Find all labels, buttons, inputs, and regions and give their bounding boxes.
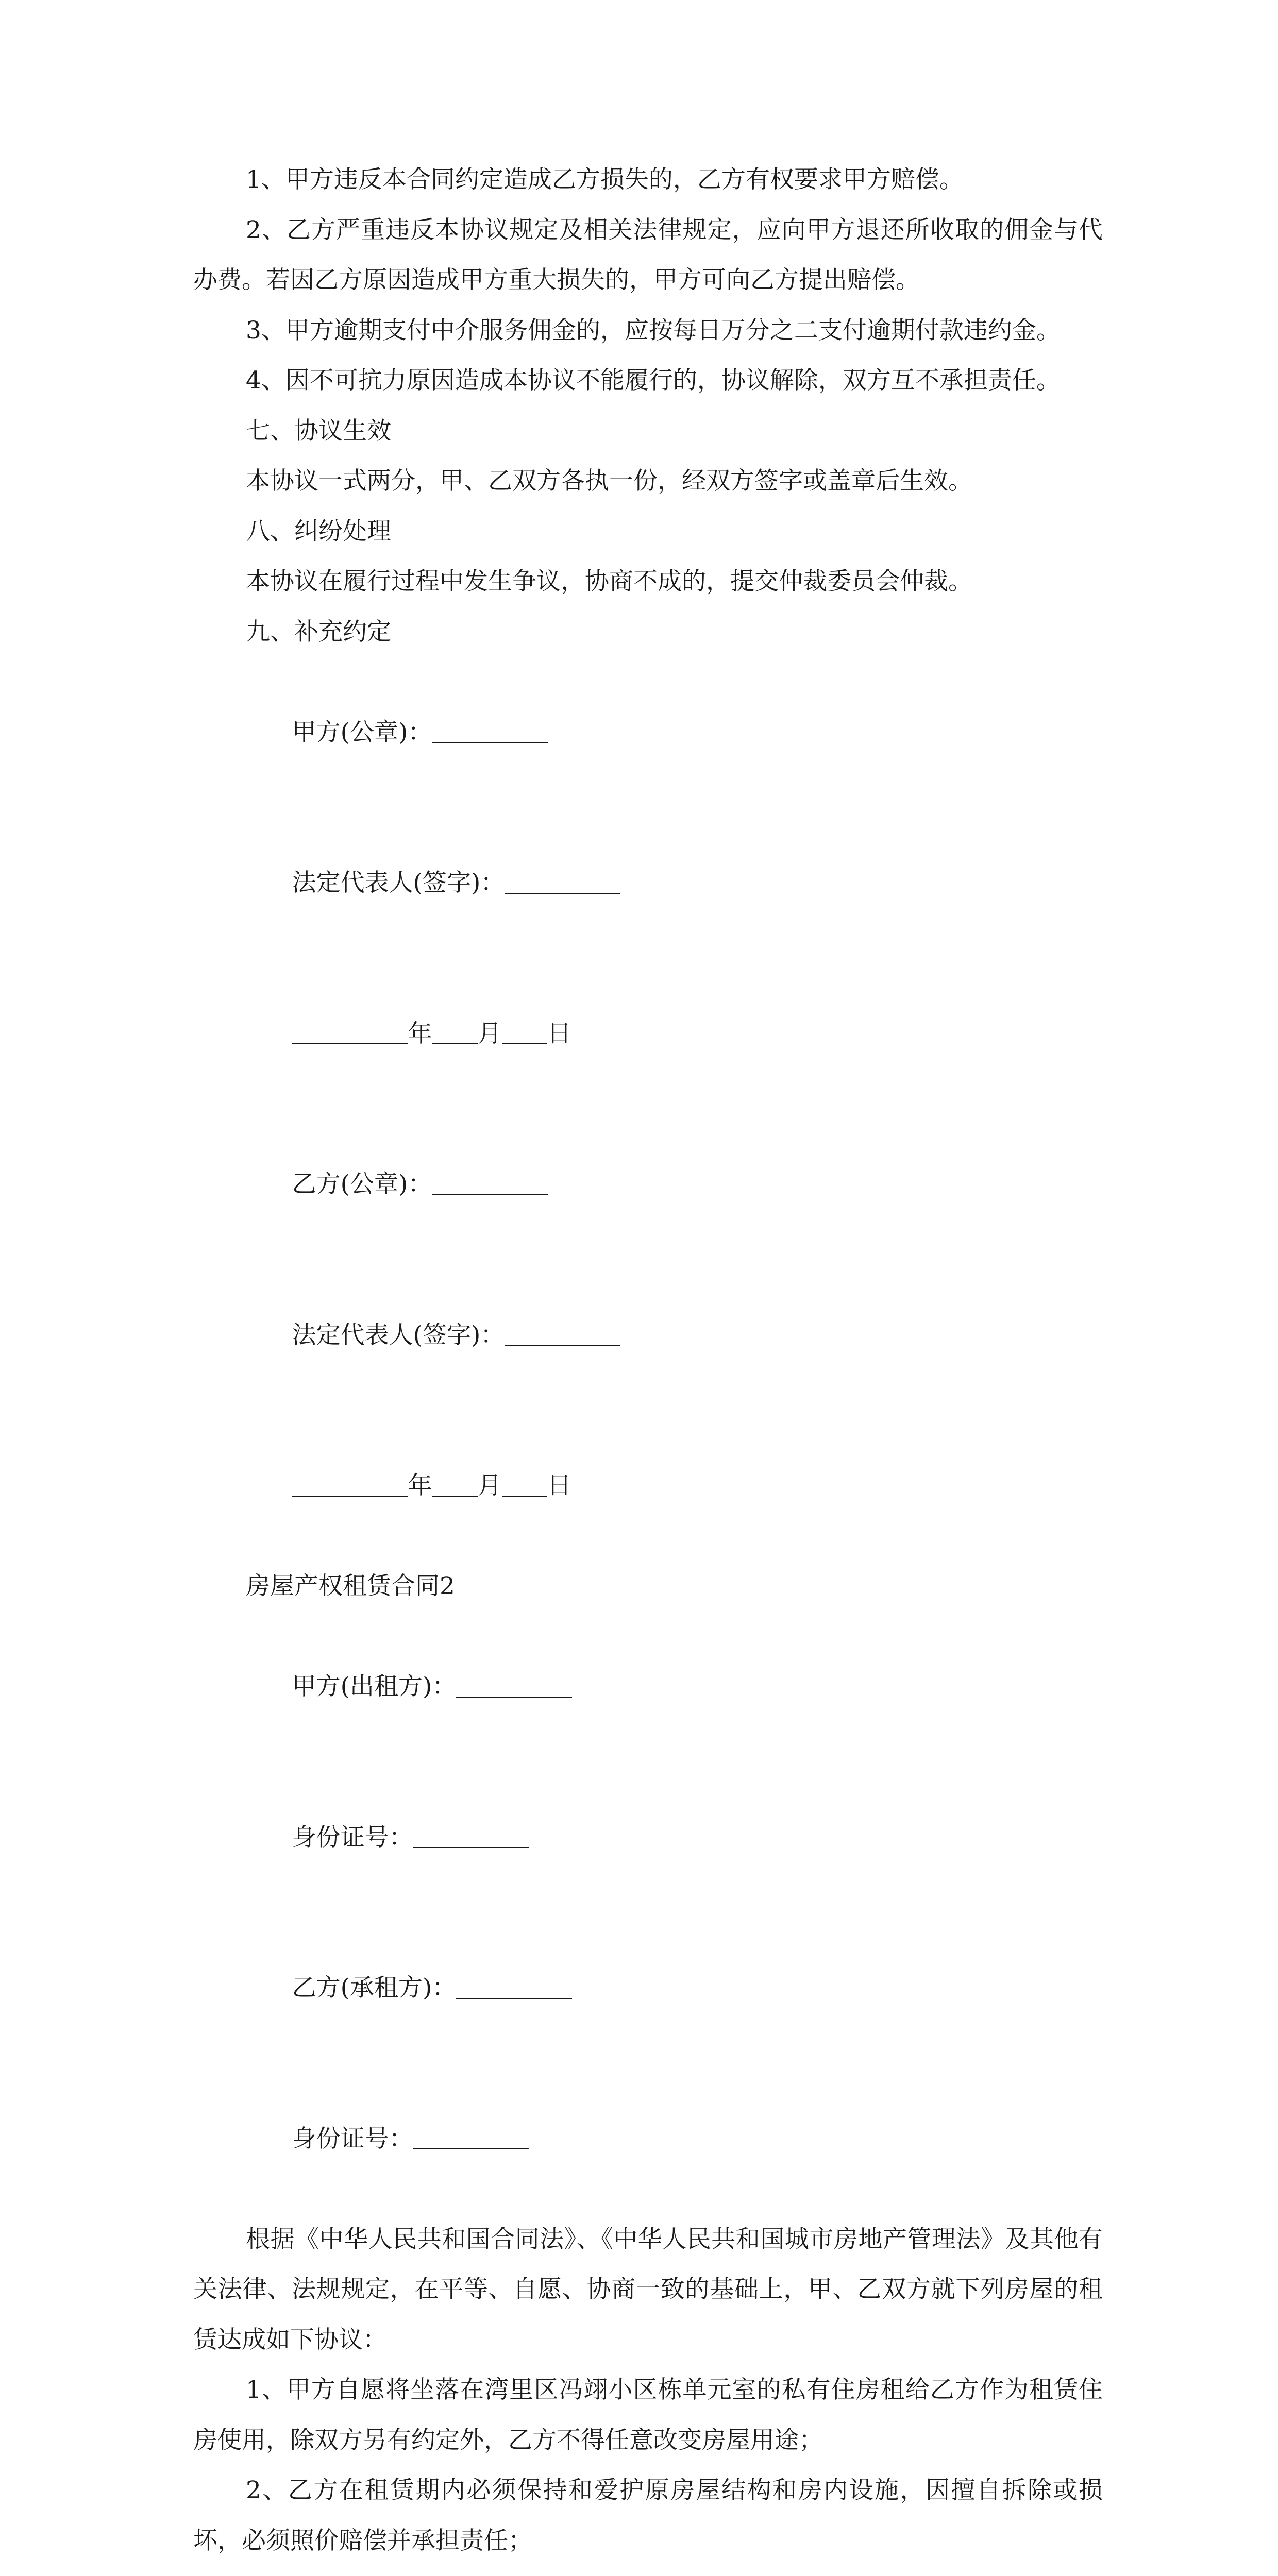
section-heading: 九、补充约定: [246, 617, 391, 646]
month-blank: [432, 1471, 478, 1497]
clause-paragraph: 2、乙方严重违反本协议规定及相关法律规定，应向甲方退还所收取的佣金与代办费。若因乙方原因造成甲方重大损失的，甲方可向乙方提出赔偿。: [193, 215, 1103, 294]
clause-paragraph: 4、因不可抗力原因造成本协议不能履行的，协议解除，双方互不承担责任。: [246, 366, 1061, 395]
lessor-label: 甲方(出租方)：: [292, 1672, 457, 1701]
month-label: 月: [477, 1019, 502, 1048]
year-label: 年: [408, 1019, 432, 1048]
party-b-rep-line: [193, 1260, 1103, 1411]
section-heading: 七、协议生效: [246, 416, 391, 445]
party-a-seal-label: 甲方(公章)：: [292, 718, 432, 747]
day-label: 日: [547, 1019, 571, 1048]
document-body: [193, 155, 1103, 2576]
clause-paragraph: 2、乙方在租赁期内必须保持和爱护原房屋结构和房内设施，因擅自拆除或损坏，必须照价赔偿并承担责任；: [193, 2476, 1103, 2555]
clause-paragraph: 1、甲方自愿将坐落在湾里区冯翊小区栋单元室的私有住房租给乙方作为租赁住房使用，除双方另有约定外，乙方不得任意改变房屋用途；: [193, 2376, 1103, 2454]
party-a-rep-line: [193, 808, 1103, 959]
party-a-rep-label: 法定代表人(签字)：: [292, 869, 505, 897]
month-blank: [432, 1019, 478, 1044]
party-a-date-line: [193, 958, 1103, 1109]
party-b-seal-blank: [432, 1170, 548, 1195]
lessee-blank: [456, 1974, 572, 1999]
day-label: 日: [547, 1471, 571, 1500]
day-blank: [502, 1019, 547, 1044]
party-b-rep-label: 法定代表人(签字)：: [292, 1320, 505, 1349]
clause-paragraph: 1、甲方违反本合同约定造成乙方损失的，乙方有权要求甲方赔偿。: [246, 165, 964, 194]
party-b-date-line: [193, 1411, 1103, 1562]
lessor-id-blank: [413, 1823, 529, 1848]
party-a-seal-line: [193, 657, 1103, 808]
party-b-rep-blank: [505, 1320, 620, 1346]
clause-paragraph: 3、甲方逾期支付中介服务佣金的，应按每日万分之二支付逾期付款违约金。: [246, 316, 1061, 345]
lessor-id-label: 身份证号：: [292, 1823, 413, 1852]
lessee-line: [193, 1913, 1103, 2064]
year-blank: [292, 1471, 408, 1497]
party-a-rep-blank: [505, 869, 620, 894]
contract-title: 房屋产权租赁合同2: [246, 1572, 455, 1600]
year-blank: [292, 1019, 408, 1044]
lessee-id-label: 身份证号：: [292, 2124, 413, 2153]
clause-paragraph: 本协议一式两分，甲、乙双方各执一份，经双方签字或盖章后生效。: [246, 467, 972, 495]
clause-paragraph: 本协议在履行过程中发生争议，协商不成的，提交仲裁委员会仲裁。: [246, 567, 972, 596]
section-heading: 八、纠纷处理: [246, 517, 391, 546]
lessor-blank: [456, 1672, 572, 1698]
year-label: 年: [408, 1471, 432, 1500]
lessee-id-blank: [413, 2124, 529, 2149]
preamble-paragraph: 根据《中华人民共和国合同法》、《中华人民共和国城市房地产管理法》及其他有关法律、法规规定，在平等、自愿、协商一致的基础上，甲、乙双方就下列房屋的租赁达成如下协议：: [193, 2225, 1103, 2354]
party-b-seal-line: [193, 1109, 1103, 1260]
month-label: 月: [477, 1471, 502, 1500]
lessor-line: [193, 1612, 1103, 1762]
party-a-seal-blank: [432, 718, 548, 743]
clause-paragraph: [193, 2566, 1103, 2576]
lessee-id-line: [193, 2063, 1103, 2214]
day-blank: [502, 1471, 547, 1497]
lessee-label: 乙方(承租方)：: [292, 1974, 457, 2002]
party-b-seal-label: 乙方(公章)：: [292, 1170, 432, 1198]
lessor-id-line: [193, 1762, 1103, 1913]
